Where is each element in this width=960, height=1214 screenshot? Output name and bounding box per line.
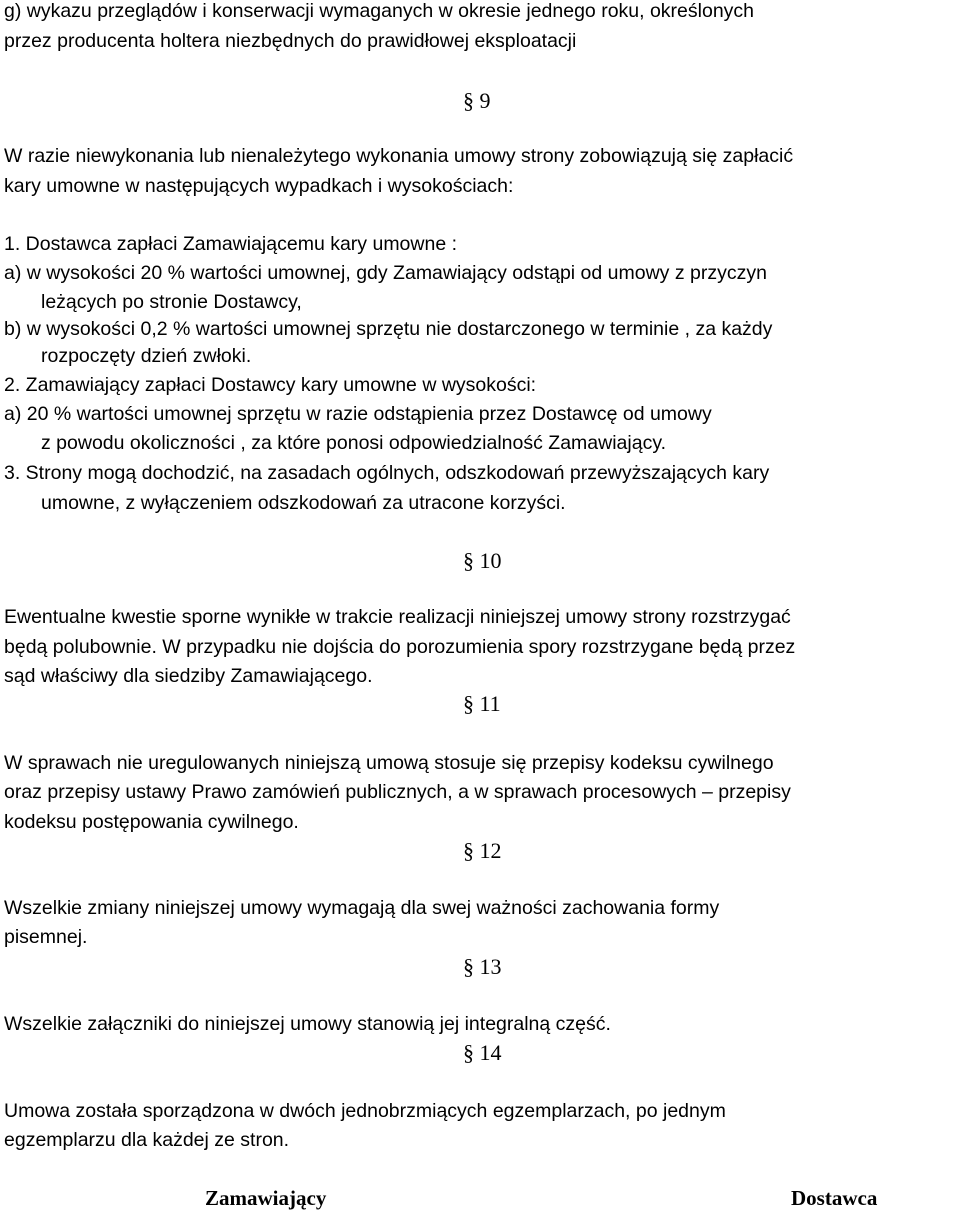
- section-9-point-3-line-1: 3. Strony mogą dochodzić, na zasadach ogólnych, odszkodowań przewyższających kary: [4, 462, 770, 484]
- section-13-heading: § 13: [463, 954, 502, 979]
- section-10-line-1: Ewentualne kwestie sporne wynikłe w trakcie realizacji niniejszej umowy strony rozstrzygać: [4, 606, 791, 628]
- section-10-line-3: sąd właściwy dla siedziby Zamawiającego.: [4, 665, 373, 687]
- section-12-line-2: pisemnej.: [4, 926, 88, 948]
- section-9-heading: § 9: [463, 88, 491, 113]
- section-9-point-1b-line-1: b) w wysokości 0,2 % wartości umownej sprzętu nie dostarczonego w terminie , za każdy: [4, 318, 773, 340]
- section-9-intro-line-2: kary umowne w następujących wypadkach i wysokościach:: [4, 175, 514, 197]
- section-11-heading: § 11: [463, 691, 501, 716]
- section-9-point-1a-line-1: a) w wysokości 20 % wartości umownej, gdy Zamawiający odstąpi od umowy z przyczyn: [4, 262, 767, 284]
- point-g-line-1: g) wykazu przeglądów i konserwacji wymaganych w okresie jednego roku, określonych: [4, 0, 755, 22]
- section-9-point-1a-line-2: leżących po stronie Dostawcy,: [41, 291, 302, 313]
- section-14-line-1: Umowa została sporządzona w dwóch jednobrzmiących egzemplarzach, po jednym: [4, 1100, 726, 1122]
- section-9-point-1: 1. Dostawca zapłaci Zamawiającemu kary umowne :: [4, 233, 458, 255]
- section-14-heading: § 14: [463, 1040, 502, 1065]
- section-9-point-2: 2. Zamawiający zapłaci Dostawcy kary umowne w wysokości:: [4, 374, 537, 396]
- section-12-line-1: Wszelkie zmiany niniejszej umowy wymagają dla swej ważności zachowania formy: [4, 897, 720, 919]
- section-9-point-2a-line-1: a) 20 % wartości umownej sprzętu w razie odstąpienia przez Dostawcę od umowy: [4, 403, 712, 425]
- section-9-intro-line-1: W razie niewykonania lub nienależytego wykonania umowy strony zobowiązują się zapłacić: [4, 145, 794, 167]
- section-14-line-2: egzemplarzu dla każdej ze stron.: [4, 1129, 290, 1151]
- section-12-heading: § 12: [463, 838, 502, 863]
- section-10-heading: § 10: [463, 548, 502, 573]
- section-9-point-2a-line-2: z powodu okoliczności , za które ponosi odpowiedzialność Zamawiający.: [41, 432, 667, 454]
- section-13-line-1: Wszelkie załączniki do niniejszej umowy stanowią jej integralną część.: [4, 1013, 611, 1035]
- section-11-line-1: W sprawach nie uregulowanych niniejszą umową stosuje się przepisy kodeksu cywilnego: [4, 752, 774, 774]
- section-11-line-3: kodeksu postępowania cywilnego.: [4, 811, 299, 833]
- section-11-line-2: oraz przepisy ustawy Prawo zamówień publicznych, a w sprawach procesowych – przepisy: [4, 781, 791, 803]
- section-9-point-1b-line-2: rozpoczęty dzień zwłoki.: [41, 345, 252, 367]
- signature-zamawiajacy: Zamawiający: [205, 1186, 327, 1210]
- section-10-line-2: będą polubownie. W przypadku nie dojścia do porozumienia spory rozstrzygane będą przez: [4, 636, 796, 658]
- signature-dostawca: Dostawca: [791, 1186, 878, 1210]
- point-g-line-2: przez producenta holtera niezbędnych do prawidłowej eksploatacji: [4, 30, 577, 52]
- section-9-point-3-line-2: umowne, z wyłączeniem odszkodowań za utracone korzyści.: [41, 492, 566, 514]
